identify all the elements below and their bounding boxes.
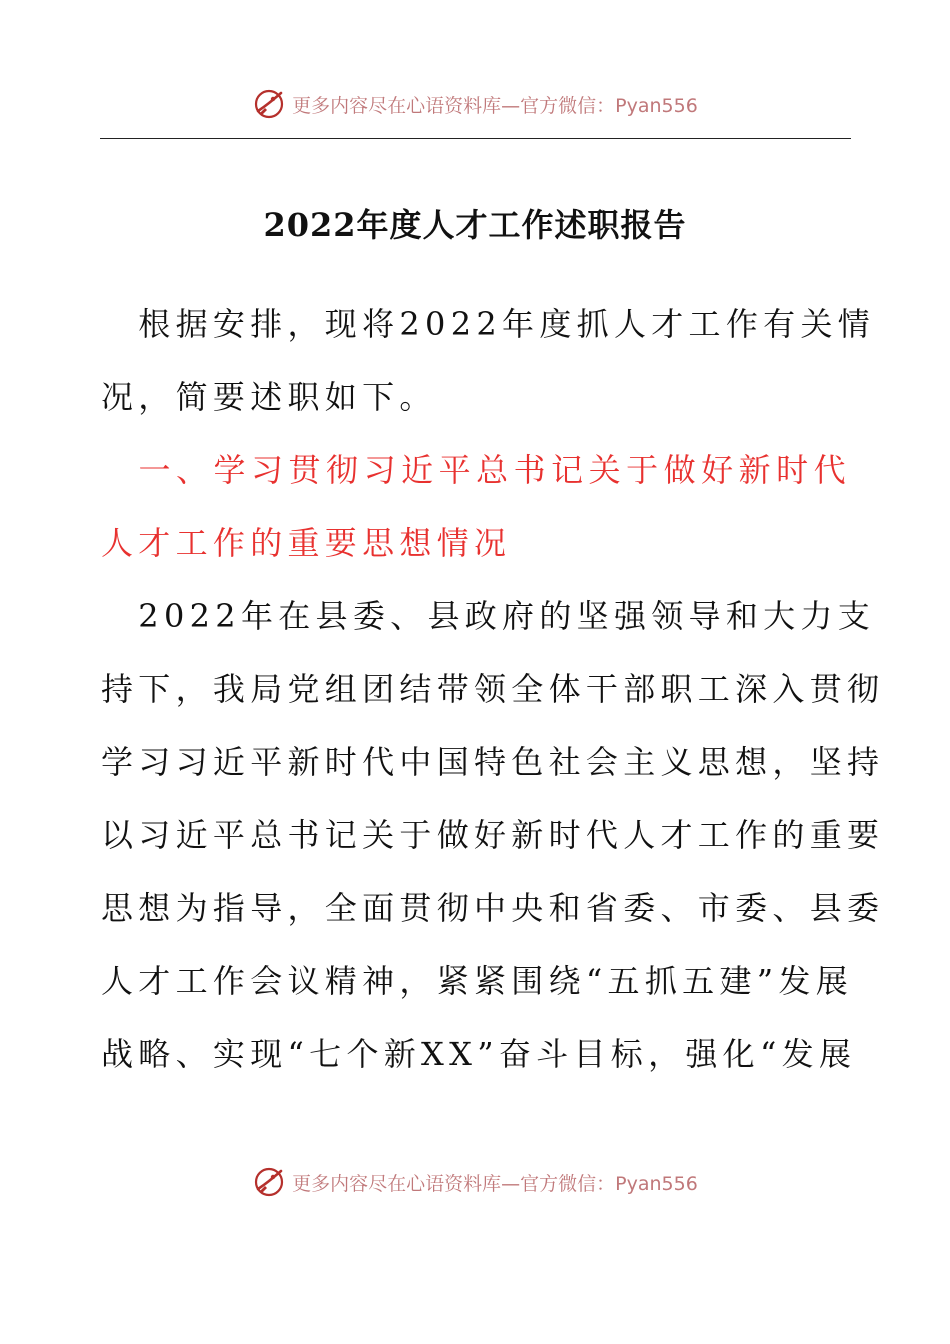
pen-nib-logo-icon	[252, 87, 286, 121]
paragraph-line: 况，简要述职如下。	[101, 378, 437, 416]
paragraph-line: 以习近平总书记关于做好新时代人才工作的重要	[101, 816, 885, 854]
section-heading-line: 一、学习贯彻习近平总书记关于做好新时代	[101, 451, 851, 489]
paragraph-line: 学习习近平新时代中国特色社会主义思想，坚持	[101, 743, 885, 781]
header-watermark	[0, 84, 950, 124]
document-title: 2022年度人才工作述职报告	[263, 206, 687, 244]
header-divider	[100, 138, 851, 139]
footer-watermark	[0, 1162, 950, 1202]
watermark-text: 更多内容尽在心语资料库—官方微信：Pyan556	[292, 94, 698, 117]
section-heading-line: 人才工作的重要思想情况	[101, 524, 512, 562]
paragraph-line: 根据安排，现将2022年度抓人才工作有关情	[101, 305, 876, 343]
paragraph-line: 思想为指导，全面贯彻中央和省委、市委、县委	[101, 889, 885, 927]
document-body	[101, 288, 885, 1091]
paragraph-line: 持下，我局党组团结带领全体干部职工深入贯彻	[101, 670, 885, 708]
watermark-text: 更多内容尽在心语资料库—官方微信：Pyan556	[292, 1172, 698, 1195]
pen-nib-logo-icon	[252, 1165, 286, 1199]
paragraph-line: 人才工作会议精神，紧紧围绕“五抓五建”发展	[101, 962, 854, 1000]
paragraph-line: 战略、实现“七个新XX”奋斗目标，强化“发展	[101, 1035, 857, 1073]
paragraph-line: 2022年在县委、县政府的坚强领导和大力支	[101, 597, 876, 635]
